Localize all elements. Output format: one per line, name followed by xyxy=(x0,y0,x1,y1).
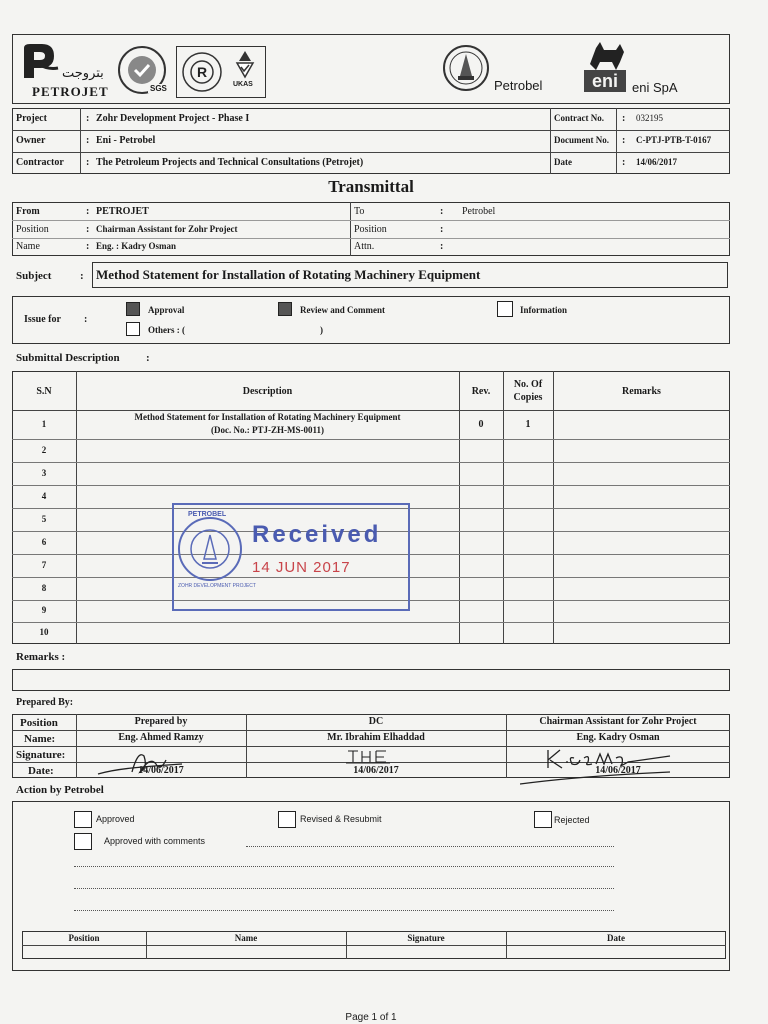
row-sn: 7 xyxy=(41,559,47,570)
prepared-by-label: Prepared By: xyxy=(16,697,74,708)
registered-seal-icon xyxy=(180,50,224,94)
from-name-value: Eng. : Kadry Osman xyxy=(96,241,177,251)
col-header-description: Description xyxy=(242,386,293,397)
col3-name: Eng. Kadry Osman xyxy=(576,732,660,743)
stamp-org: PETROBEL xyxy=(188,511,227,518)
eni-logo xyxy=(584,40,724,100)
row-copies: 1 xyxy=(525,418,531,430)
remarks-label: Remarks : xyxy=(16,651,66,663)
table-row xyxy=(12,622,730,644)
from-position-value: Chairman Assistant for Zohr Project xyxy=(96,224,238,234)
petrobel-stamp-seal-icon xyxy=(176,515,244,583)
action-label: Action by Petrobel xyxy=(16,784,104,796)
row-sn: 9 xyxy=(41,605,47,615)
owner-label: Owner xyxy=(16,135,46,146)
to-position-label: Position xyxy=(354,224,387,235)
review-comment-checkbox[interactable] xyxy=(278,302,292,316)
row-sn: 10 xyxy=(39,627,49,637)
ukas-crown-icon xyxy=(231,49,259,81)
revised-resubmit-checkbox[interactable] xyxy=(278,811,296,828)
stamp-date: 14 JUN 2017 xyxy=(252,559,351,576)
rejected-checkbox[interactable] xyxy=(534,811,552,828)
col1-name: Eng. Ahmed Ramzy xyxy=(118,732,204,743)
signoff-signature-label: Signature: xyxy=(16,749,66,761)
col3-title: Chairman Assistant for Zohr Project xyxy=(539,716,697,727)
document-no-label: Document No. xyxy=(554,135,609,145)
petrojet-logo-icon xyxy=(18,40,60,82)
action-footer-signature: Signature xyxy=(407,933,445,943)
others-close: ) xyxy=(320,325,323,335)
row-sn: 1 xyxy=(41,418,47,429)
row-description: Method Statement for Installation of Rotating Machinery Equipment xyxy=(134,412,401,422)
action-footer-position: Position xyxy=(68,933,100,943)
col2-signature-icon xyxy=(344,747,404,765)
table-row xyxy=(12,462,730,485)
date-label: Date xyxy=(554,157,572,167)
petrobel-logo xyxy=(440,42,560,98)
row-sn: 8 xyxy=(41,582,47,593)
owner-value: Eni - Petrobel xyxy=(96,135,156,146)
subject-value: Method Statement for Installation of Rotating Machinery Equipment xyxy=(96,267,481,282)
eni-wordmark: eni xyxy=(584,70,626,92)
comment-line-4[interactable] xyxy=(74,910,614,911)
sgs-label: SGS xyxy=(150,84,167,93)
stamp-ring-text: ZOHR DEVELOPMENT PROJECT xyxy=(178,583,256,589)
col1-signature-icon xyxy=(92,746,212,780)
issue-for-label: Issue for xyxy=(24,314,61,325)
remarks-box xyxy=(12,669,730,691)
signoff-name-label: Name: xyxy=(24,733,56,745)
col-header-copies: No. Of Copies xyxy=(513,379,543,403)
others-label: Others : ( xyxy=(148,325,185,335)
received-stamp xyxy=(172,503,410,611)
from-position-label: Position xyxy=(16,224,49,235)
to-value: Petrobel xyxy=(462,206,496,217)
information-label: Information xyxy=(520,305,567,315)
approval-label: Approval xyxy=(148,305,185,315)
col2-name: Mr. Ibrahim Elhaddad xyxy=(327,732,425,743)
row-sn: 4 xyxy=(41,490,47,501)
stamp-received: Received xyxy=(252,521,382,548)
table-row xyxy=(12,439,730,462)
col3-signature-icon xyxy=(520,746,690,786)
ukas-label: UKAS xyxy=(233,81,253,88)
col2-date: 14/06/2017 xyxy=(353,765,399,776)
petrojet-name: PETROJET xyxy=(32,84,109,99)
from-name-label: Name xyxy=(16,241,40,252)
comment-line-2[interactable] xyxy=(74,866,614,867)
signoff-date-label: Date: xyxy=(28,765,54,777)
col-header-sn: S.N xyxy=(36,386,52,397)
col-header-remarks: Remarks xyxy=(622,386,661,397)
signoff-position-label: Position xyxy=(20,717,58,729)
col-header-rev: Rev. xyxy=(471,386,491,397)
information-checkbox[interactable] xyxy=(497,301,513,317)
comment-line-1[interactable] xyxy=(246,846,614,847)
rejected-label: Rejected xyxy=(554,815,590,825)
approved-comments-checkbox[interactable] xyxy=(74,833,92,850)
contractor-value: The Petroleum Projects and Technical Consultations (Petrojet) xyxy=(96,157,364,168)
petrojet-arabic: بتروجت xyxy=(62,66,104,81)
project-value: Zohr Development Project - Phase I xyxy=(96,113,250,124)
date-value: 14/06/2017 xyxy=(636,157,678,167)
row-sn: 6 xyxy=(41,536,47,547)
attn-label: Attn. xyxy=(354,241,375,252)
row-sn: 3 xyxy=(41,467,47,478)
row-rev: 0 xyxy=(478,418,484,430)
from-label: From xyxy=(16,206,40,217)
row-sn: 2 xyxy=(41,444,47,455)
approved-checkbox[interactable] xyxy=(74,811,92,828)
petrojet-logo xyxy=(18,40,118,100)
contractor-label: Contractor xyxy=(16,157,64,168)
from-value: PETROJET xyxy=(96,206,149,217)
col2-title: DC xyxy=(368,716,384,727)
row-sn: 5 xyxy=(41,513,47,524)
action-footer-date: Date xyxy=(607,933,625,943)
table-row xyxy=(12,410,730,439)
eni-spa-name: eni SpA xyxy=(632,80,678,95)
contract-no-value: 032195 xyxy=(636,113,663,123)
approved-comments-label: Approved with comments xyxy=(104,836,206,846)
sgs-cert-logo xyxy=(116,44,176,96)
contract-no-label: Contract No. xyxy=(554,113,604,123)
page-title: Transmittal xyxy=(328,177,414,196)
petrobel-name: Petrobel xyxy=(494,78,543,93)
issue-for-box xyxy=(12,296,730,344)
eni-dog-icon xyxy=(586,40,626,72)
action-footer-name: Name xyxy=(234,933,258,943)
col1-date: 14/06/2017 xyxy=(138,765,184,776)
project-label: Project xyxy=(16,113,47,124)
subject-label: Subject xyxy=(16,270,52,282)
to-label: To xyxy=(354,206,365,217)
document-no-value: C-PTJ-PTB-T-0167 xyxy=(636,135,712,145)
col3-date: 14/06/2017 xyxy=(595,765,641,776)
others-checkbox[interactable] xyxy=(126,322,140,336)
svg-text:R: R xyxy=(196,64,208,80)
submittal-label: Submittal Description xyxy=(16,352,120,364)
petrobel-emblem-icon xyxy=(440,42,492,94)
row-doc-number: (Doc. No.: PTJ-ZH-MS-0011) xyxy=(211,425,324,435)
ukas-cert-logo xyxy=(176,46,266,98)
page-number: Page 1 of 1 xyxy=(345,1012,397,1023)
approved-label: Approved xyxy=(96,814,135,824)
comment-line-3[interactable] xyxy=(74,888,614,889)
revised-resubmit-label: Revised & Resubmit xyxy=(300,814,382,824)
approval-checkbox[interactable] xyxy=(126,302,140,316)
review-comment-label: Review and Comment xyxy=(300,305,385,315)
col1-title: Prepared by xyxy=(134,716,188,727)
